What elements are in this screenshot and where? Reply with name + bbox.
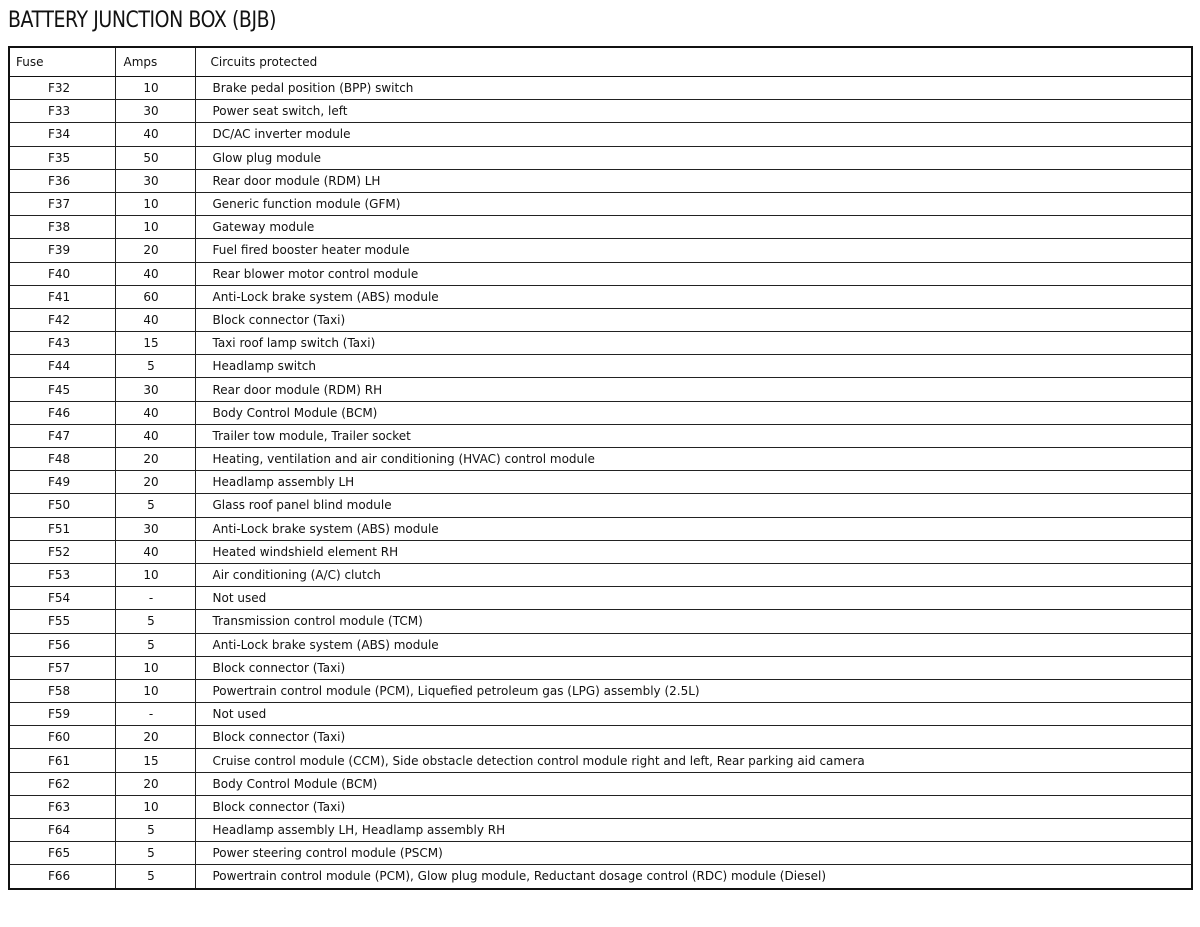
table-row [9, 749, 1192, 772]
fuse-cell: F43 [9, 332, 115, 355]
table-row [9, 192, 1192, 215]
column-header-circuits: Circuits protected [195, 47, 1192, 77]
amps-cell: 40 [115, 308, 195, 331]
amps-cell: 5 [115, 610, 195, 633]
fuse-cell: F46 [9, 401, 115, 424]
fuse-cell: F52 [9, 540, 115, 563]
amps-cell: 40 [115, 262, 195, 285]
circuits-cell: Fuel fired booster heater module [195, 239, 1192, 262]
fuse-cell: F65 [9, 842, 115, 865]
table-row [9, 239, 1192, 262]
table-row [9, 332, 1192, 355]
circuits-cell: Anti-Lock brake system (ABS) module [195, 285, 1192, 308]
circuits-cell: Trailer tow module, Trailer socket [195, 424, 1192, 447]
circuits-cell: Powertrain control module (PCM), Liquefied petroleum gas (LPG) assembly (2.5L) [195, 679, 1192, 702]
circuits-cell: Not used [195, 703, 1192, 726]
table-row [9, 169, 1192, 192]
fuse-cell: F48 [9, 448, 115, 471]
amps-cell: 5 [115, 842, 195, 865]
table-row [9, 401, 1192, 424]
circuits-cell: Rear door module (RDM) RH [195, 378, 1192, 401]
table-row [9, 610, 1192, 633]
fuse-cell: F32 [9, 77, 115, 100]
table-row [9, 123, 1192, 146]
circuits-cell: Heating, ventilation and air conditioning (HVAC) control module [195, 448, 1192, 471]
circuits-cell: Transmission control module (TCM) [195, 610, 1192, 633]
table-row [9, 772, 1192, 795]
table-row [9, 795, 1192, 818]
circuits-cell: Block connector (Taxi) [195, 795, 1192, 818]
circuits-cell: Anti-Lock brake system (ABS) module [195, 633, 1192, 656]
amps-cell: 50 [115, 146, 195, 169]
circuits-cell: Cruise control module (CCM), Side obstacle detection control module right and left, Rear parking aid camera [195, 749, 1192, 772]
circuits-cell: Rear blower motor control module [195, 262, 1192, 285]
fuse-cell: F36 [9, 169, 115, 192]
amps-cell: 10 [115, 679, 195, 702]
table-row [9, 819, 1192, 842]
fuse-cell: F33 [9, 100, 115, 123]
amps-cell: 40 [115, 123, 195, 146]
fuse-cell: F49 [9, 471, 115, 494]
fuse-cell: F57 [9, 656, 115, 679]
fuse-cell: F61 [9, 749, 115, 772]
column-header-fuse: Fuse [9, 47, 115, 77]
fuse-cell: F55 [9, 610, 115, 633]
table-row [9, 100, 1192, 123]
amps-cell: 20 [115, 726, 195, 749]
circuits-cell: Rear door module (RDM) LH [195, 169, 1192, 192]
table-row [9, 216, 1192, 239]
amps-cell: 30 [115, 378, 195, 401]
fuse-cell: F42 [9, 308, 115, 331]
fuse-cell: F60 [9, 726, 115, 749]
circuits-cell: DC/AC inverter module [195, 123, 1192, 146]
amps-cell: 10 [115, 77, 195, 100]
table-row [9, 656, 1192, 679]
amps-cell: 30 [115, 169, 195, 192]
table-row [9, 540, 1192, 563]
table-row [9, 308, 1192, 331]
fuse-cell: F39 [9, 239, 115, 262]
amps-cell: 60 [115, 285, 195, 308]
table-row [9, 726, 1192, 749]
circuits-cell: Powertrain control module (PCM), Glow plug module, Reductant dosage control (RDC) module (Diesel) [212, 869, 827, 884]
table-row [9, 448, 1192, 471]
circuits-cell: Power steering control module (PSCM) [195, 842, 1192, 865]
circuits-cell: Headlamp switch [195, 355, 1192, 378]
circuits-cell: Brake pedal position (BPP) switch [195, 77, 1192, 100]
amps-cell: 5 [115, 865, 195, 889]
amps-cell: 5 [115, 355, 195, 378]
fuse-cell: F64 [9, 819, 115, 842]
fuse-table [8, 46, 1193, 890]
amps-cell: 15 [115, 749, 195, 772]
table-row [9, 517, 1192, 540]
fuse-cell: F50 [9, 494, 115, 517]
fuse-cell: F54 [9, 587, 115, 610]
amps-cell: 30 [115, 517, 195, 540]
fuse-cell: F53 [9, 563, 115, 586]
amps-cell: 10 [115, 216, 195, 239]
fuse-cell: F34 [9, 123, 115, 146]
fuse-cell: F62 [9, 772, 115, 795]
amps-cell: 20 [115, 448, 195, 471]
circuits-cell: Block connector (Taxi) [195, 656, 1192, 679]
amps-cell: 40 [115, 424, 195, 447]
amps-cell: - [115, 587, 195, 610]
circuits-cell: Taxi roof lamp switch (Taxi) [195, 332, 1192, 355]
table-row [9, 146, 1192, 169]
circuits-cell: Power seat switch, left [195, 100, 1192, 123]
table-row [9, 587, 1192, 610]
circuits-cell: Body Control Module (BCM) [195, 772, 1192, 795]
amps-cell: 40 [115, 540, 195, 563]
amps-cell: 40 [115, 401, 195, 424]
table-row [9, 842, 1192, 865]
circuits-cell: Body Control Module (BCM) [195, 401, 1192, 424]
table-row [9, 262, 1192, 285]
page-title: BATTERY JUNCTION BOX (BJB) [8, 8, 277, 33]
table-row [9, 77, 1192, 100]
circuits-cell: Headlamp assembly LH, Headlamp assembly RH [195, 819, 1192, 842]
fuse-cell: F41 [9, 285, 115, 308]
table-row [9, 865, 1192, 889]
fuse-cell: F45 [9, 378, 115, 401]
fuse-cell: F58 [9, 679, 115, 702]
circuits-cell: Glow plug module [195, 146, 1192, 169]
circuits-cell: Glass roof panel blind module [195, 494, 1192, 517]
fuse-cell: F66 [9, 865, 115, 889]
circuits-cell: Heated windshield element RH [195, 540, 1192, 563]
table-header-row [9, 47, 1192, 77]
table-row [9, 424, 1192, 447]
fuse-cell: F35 [9, 146, 115, 169]
amps-cell: 10 [115, 563, 195, 586]
circuits-cell: Generic function module (GFM) [195, 192, 1192, 215]
circuits-cell: Air conditioning (A/C) clutch [195, 563, 1192, 586]
fuse-cell: F40 [9, 262, 115, 285]
table-row [9, 703, 1192, 726]
table-row [9, 679, 1192, 702]
amps-cell: 30 [115, 100, 195, 123]
amps-cell: 10 [115, 656, 195, 679]
table-row [9, 285, 1192, 308]
table-row [9, 378, 1192, 401]
amps-cell: 5 [115, 633, 195, 656]
fuse-cell: F38 [9, 216, 115, 239]
circuits-cell: Headlamp assembly LH [195, 471, 1192, 494]
column-header-amps: Amps [115, 47, 195, 77]
circuits-cell: Anti-Lock brake system (ABS) module [195, 517, 1192, 540]
fuse-cell: F44 [9, 355, 115, 378]
amps-cell: - [115, 703, 195, 726]
amps-cell: 5 [115, 819, 195, 842]
table-body [9, 77, 1192, 889]
circuits-cell: Not used [195, 587, 1192, 610]
amps-cell: 10 [115, 795, 195, 818]
amps-cell: 10 [115, 192, 195, 215]
fuse-cell: F63 [9, 795, 115, 818]
amps-cell: 20 [115, 772, 195, 795]
circuits-cell: Gateway module [195, 216, 1192, 239]
table-row [9, 471, 1192, 494]
amps-cell: 5 [115, 494, 195, 517]
fuse-cell: F51 [9, 517, 115, 540]
amps-cell: 15 [115, 332, 195, 355]
table-row [9, 355, 1192, 378]
fuse-cell: F47 [9, 424, 115, 447]
amps-cell: 20 [115, 239, 195, 262]
amps-cell: 20 [115, 471, 195, 494]
circuits-cell: Block connector (Taxi) [195, 726, 1192, 749]
circuits-cell: Block connector (Taxi) [195, 308, 1192, 331]
fuse-cell: F59 [9, 703, 115, 726]
fuse-cell: F56 [9, 633, 115, 656]
table-row [9, 494, 1192, 517]
table-row [9, 633, 1192, 656]
table-row [9, 563, 1192, 586]
fuse-cell: F37 [9, 192, 115, 215]
